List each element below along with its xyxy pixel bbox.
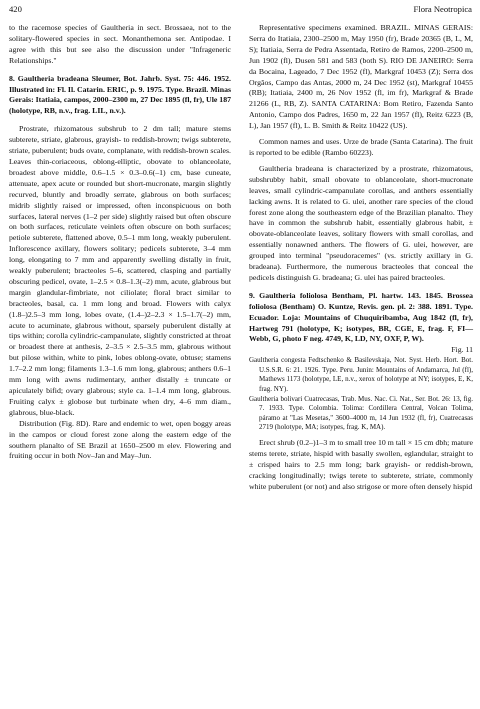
figure-reference: Fig. 11 (451, 345, 473, 355)
synonym-congesta: Gaultheria congesta Fedtschenko & Basilevskaja, Not. Syst. Herb. Hort. Bot. U.S.S.R. 6: 21. 1926. Type. Peru. Junin: Mountains of Andamarca, Jul (fl), Mathews 1173 (holotype, LE, n.v., xerox of holotype at NY; isotypes, E, K, frag. NY). (249, 356, 473, 394)
journal-title: Flora Neotropica (413, 4, 472, 14)
species-9-heading: 9. Gaultheria foliolosa Bentham, Pl. hartw. 143. 1845. Brossea foliolosa (Bentham) O. Kuntze, Revis. gen. pl. 2: 388. 1891. Type. Ecuador. Loja: Mountains of Chuquiribamba, Aug 1842 (fl, fr), Hartweg 791 (holotype, K; isotypes, BR, CGE, E, frag. F, FI—Webb, G, photo F neg. 4749, K, LD, NY, OXF, P, W). (249, 290, 473, 344)
species-8-heading: 8. Gaultheria bradeana Sleumer, Bot. Jahrb. Syst. 75: 446. 1952. Illustrated in: Fl. Il. Catarin. ERIC, p. 9. 1975. Type. Brazil. Minas Gerais: Itatiaia, campos, 2000–2300 m, 27 Dec 1895 (fl, fr), Ule 187 (holotype, RB, n.v., frag. LIL, n.v.). (9, 73, 231, 116)
discussion-paragraph: Gaultheria bradeana is characterized by a prostrate, rhizomatous, subshrubby habit, small obovate to oblanceolate, short-mucronate leaves, small cylindric-campanulate corollas, and anthers essentially lacking awns. It is related to G. ulei, another rare species of the cloud forest zone along the southeastern edge of the Brazilian planalto. They have in common the subshrub habit, essentially glabrous habit, ± obovate-oblanceolate leaves, solitary flowers with small corollas, and essentially nonawned anthers. The flowers of G. ulei, however, are grouped into terminal "pseudoracemes" (vs. strictly axillary in G. bradeana). Furthermore, the numerous bracteoles that conceal the pedicels distinguish G. bradeana; G. ulei has paired bracteoles. (249, 163, 473, 282)
specimens-examined: Representative specimens examined. BRAZIL. MINAS GERAIS: Serra do Itatiaia, 2300–2500 m, May 1950 (fr), Brade 20365 (B, L, M, S); Itatiaia, Serra de Pedra Assentada, Retiro de Ramos, 2200–2500 m, Jun 1902 (fl), Dusen 581 and 583 (both S). RIO DE JANEIRO: Serra da Bocaina, Lageado, 7 Dec 1952 (fl), Markgraf 10453 (Z); Serra dos Orgãos, Campo das Antas, 2000 m, 24 Dec 1952 (st), Markgraf 10455 (RB); Itatiaia, 2400 m, 26 Nov 1952 (fl, im fr), Markgraf & Brade 21266 (L, RB, Z). SANTA CATARINA: Bom Retiro, Fazenda Santo Antonio, Campo dos Padres, 1650 m, 22 Jan 1957 (fl), Reitz 6223 (B, L), Jan 1957 (fl), L. B. Smith & Reitz 10422 (US). (249, 23, 473, 131)
left-column (9, 23, 231, 462)
common-names-paragraph: Common names and uses. Urze de brade (Santa Catarina). The fruit is reported to be edible (Rambo 60223). (249, 137, 473, 157)
page-number: 420 (9, 4, 22, 14)
running-header (0, 4, 480, 16)
distribution-paragraph: Distribution (Fig. 8D). Rare and endemic to wet, open boggy areas in the campos or cloud forest zone along the eastern edge of the southern planalto of SE Brazil at 1650–2500 m elev. Flowering and fruiting occur in both Nov–Jan and May–Jun. (9, 418, 231, 461)
synonym-bolivari: Gaultheria bolivari Cuatrecasas, Trab. Mus. Nac. Ci. Nat., Ser. Bot. 26: 13, fig. 7. 1933. Type. Colombia. Tolima: Cordillera Central, Volcan Tolima, páramo at "Las Mesetas," 3600–4000 m, 14 Jun 1932 (fl, fr), Cuatrecasas 2719 (holotype, MA; isotypes, frag. K, MA). (249, 394, 473, 432)
right-column (249, 23, 473, 493)
species-8-description: Prostrate, rhizomatous subshrub to 2 dm tall; mature stems subterete, striate, glabrous, grayish- to reddish-brown; twigs subterete, striate, puberulent; buds ovate, complanate, with reddish-brown scales. Leaves thin-coriaceous, oblong-elliptic, obovate to oblanceolate, broadest above middle, 0.6–1.5 × 0.3–0.6(–1) cm, base cuneate, attenuate, apex acute or rounded but short-mucronate, margin slightly recurved, bluntly and broadly serrate, glabrous on both surfaces; midrib slightly raised or impressed, often inconspicuous on both surfaces, lateral nerves (1–2 per side) slightly raised but often obscure on both surfaces, reticulate veinlets often obscure on both surfaces; petiole subterete, flattened above, 0.5–1 mm long, weakly puberulent. Inflorescence axillary, flowers solitary; pedicels subterete, 3–4 mm long, elongating to 7 mm and apparently swelling distally in fruit, weakly puberulent; bracteoles 5–6, scattered, clasping and partially obscuring pedicel, ovate, 1–2.5 × 0.8–1.3(–2) mm, acute, glabrous but margin glandular-fimbriate, not ciliolate; floral bract similar to bracteoles, basal, ca. 1 mm long and broad. Flowers with calyx (1.8–)2.5–3 mm long, lobes ovate, (1.4–)2–2.3 × 1.5–1.7(–2) mm, acute to acuminate, glabrous without, sparsely puberulent distally at tips within; corolla cylindric-campanulate, slightly constricted at throat or broadest there at anthesis, 2–3.5 × 2.5–3.5 mm, glabrous without but pilose within, white to pink, lobes oblong-ovate, obtuse; stamens 1.7–2.2 mm long; filaments 1.3–1.6 mm long, glabrous; anthers 0.6–1 mm long with awns rudimentary, anther distally ± truncate or apiculately bifid; ovary glabrous; style ca. 1–1.4 mm long, glabrous. Fruiting calyx ± globose but turbinate when dry, 4–6 mm diam., glabrous, blue-black. (9, 124, 231, 417)
intro-paragraph: to the racemose species of Gaultheria in sect. Brossaea, not to the solitary-flowered species in sect. Monanthemona ser. Antipodae. I agree with this but see also the discussion under "Infrageneric Relationships." (9, 23, 231, 65)
species-9-description: Erect shrub (0.2–)1–3 m to small tree 10 m tall × 15 cm dbh; mature stems terete, striate, hispid with basally swollen, eglandular, straight to ± crisped hairs to 2.5 mm long; bark grayish- or reddish-brown, cracking longitudinally; twigs terete to subterete, striate, commonly white puberulent (or not) and also strigose or more often densely hispid (249, 438, 473, 491)
